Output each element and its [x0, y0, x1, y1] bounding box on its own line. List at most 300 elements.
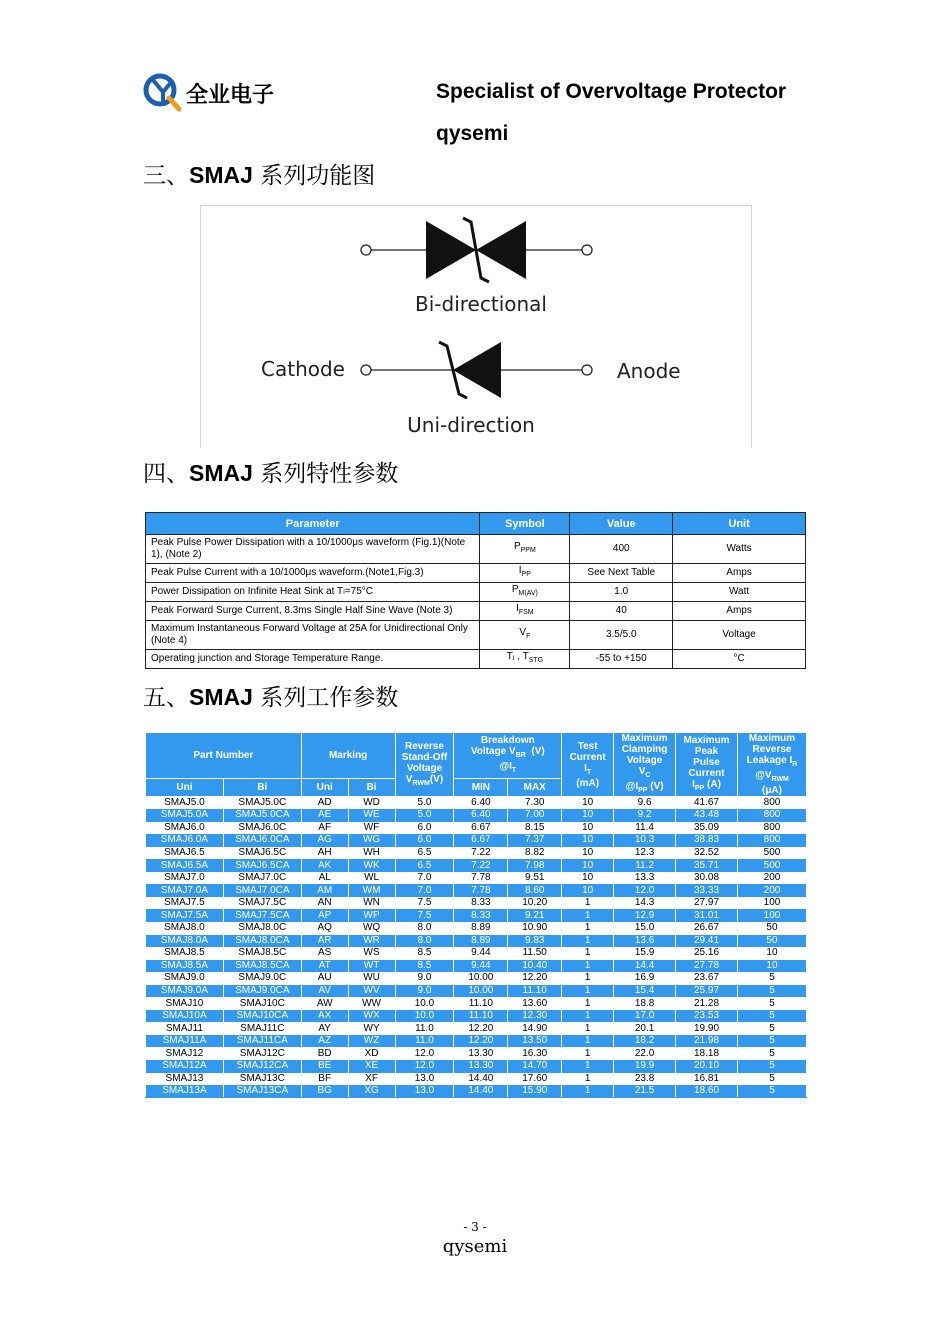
breakdown-min-cell: 14.40	[454, 1085, 508, 1098]
table-row	[146, 909, 807, 922]
section-title-function-diagram	[143, 157, 375, 190]
symbol-subscript: STG	[528, 657, 544, 664]
uni-part-cell: SMAJ8.0	[146, 922, 224, 935]
characteristics-table	[145, 512, 806, 669]
value-cell: 40	[570, 602, 673, 621]
uni-part-cell: SMAJ5.0A	[146, 809, 224, 822]
clamping-voltage-cell: 19.9	[614, 1060, 676, 1073]
reverse-leakage-header	[737, 733, 806, 797]
reverse-leakage-cell: 800	[737, 834, 806, 847]
clamping-voltage-cell: 18.8	[614, 997, 676, 1010]
section-number: 五、	[143, 685, 189, 711]
symbol-text: P	[513, 541, 521, 552]
bi-marking-cell: WR	[348, 935, 395, 948]
bi-marking-cell: WE	[348, 809, 395, 822]
bi-marking-cell: WG	[348, 834, 395, 847]
uni-part-cell: SMAJ10	[146, 997, 224, 1010]
bi-part-cell: SMAJ13C	[223, 1073, 301, 1086]
standoff-voltage-cell: 8.5	[395, 960, 454, 973]
uni-marking-cell: AP	[301, 909, 348, 922]
uni-marking-cell: AY	[301, 1022, 348, 1035]
uni-part-cell: SMAJ8.5	[146, 947, 224, 960]
unit-cell: Amps	[673, 602, 806, 621]
test-current-cell: 1	[562, 1010, 614, 1023]
table-header-row	[146, 513, 806, 535]
test-current-cell: 1	[562, 960, 614, 973]
table-row	[146, 650, 806, 669]
table-row	[146, 583, 806, 602]
uni-marking-cell: AM	[301, 884, 348, 897]
reverse-leakage-cell: 5	[737, 972, 806, 985]
clamping-voltage-cell: 12.0	[614, 884, 676, 897]
standoff-voltage-header	[395, 733, 454, 797]
header-line: Maximum	[621, 733, 668, 744]
header-sub: T	[511, 767, 517, 775]
bi-header: Bi	[223, 779, 301, 797]
min-header: MIN	[454, 779, 508, 797]
standoff-voltage-cell: 7.5	[395, 909, 454, 922]
test-current-cell: 1	[562, 1022, 614, 1035]
table-row	[146, 1022, 807, 1035]
header-line: Reverse	[752, 744, 792, 755]
peak-pulse-current-cell: 35.09	[676, 822, 738, 835]
test-current-cell: 1	[562, 1047, 614, 1060]
header-line: Reverse	[405, 740, 444, 752]
breakdown-min-cell: 14.40	[454, 1073, 508, 1086]
peak-pulse-current-cell: 41.67	[676, 797, 738, 810]
header-unit: (mA)	[576, 777, 600, 789]
breakdown-max-cell: 14.70	[508, 1060, 562, 1073]
table-row	[146, 834, 807, 847]
peak-pulse-current-cell: 23.53	[676, 1010, 738, 1023]
test-current-cell: 10	[562, 847, 614, 860]
bi-part-cell: SMAJ5.0CA	[223, 809, 301, 822]
part-number-header: Part Number	[146, 733, 302, 779]
peak-pulse-current-cell: 32.52	[676, 847, 738, 860]
table-row	[146, 535, 806, 564]
bi-marking-cell: WU	[348, 972, 395, 985]
symbol-text: V	[519, 627, 527, 638]
header-line: Pulse	[693, 757, 720, 768]
peak-pulse-current-cell: 30.08	[676, 872, 738, 885]
table-row	[146, 1010, 807, 1023]
bi-part-cell: SMAJ9.0C	[223, 972, 301, 985]
bi-marking-cell: XG	[348, 1085, 395, 1098]
header-line: V	[638, 766, 646, 777]
bi-part-cell: SMAJ8.5CA	[223, 960, 301, 973]
bi-part-cell: SMAJ8.0C	[223, 922, 301, 935]
uni-part-cell: SMAJ6.5A	[146, 859, 224, 872]
symbol-cell	[480, 602, 570, 621]
page-number: - 3 -	[463, 1220, 487, 1234]
breakdown-min-cell: 11.10	[454, 997, 508, 1010]
bi-marking-cell: WV	[348, 985, 395, 998]
unidirectional-tvs-symbol-icon	[361, 342, 592, 398]
column-header: Value	[570, 513, 673, 535]
standoff-voltage-cell: 10.0	[395, 1010, 454, 1023]
uni-marking-cell: AG	[301, 834, 348, 847]
bi-marking-cell: XD	[348, 1047, 395, 1060]
value-cell: 1.0	[570, 583, 673, 602]
bi-part-cell: SMAJ6.5CA	[223, 859, 301, 872]
parameter-cell: Operating junction and Storage Temperature Range.	[146, 650, 480, 669]
table-row	[146, 602, 806, 621]
breakdown-max-cell: 10.20	[508, 897, 562, 910]
bidirectional-label: Bi-directional	[415, 292, 547, 316]
uni-part-cell: SMAJ7.0	[146, 872, 224, 885]
standoff-voltage-cell: 5.0	[395, 797, 454, 810]
peak-pulse-current-cell: 25.97	[676, 985, 738, 998]
reverse-leakage-cell: 10	[737, 960, 806, 973]
symbol-cell	[480, 583, 570, 602]
test-current-cell: 10	[562, 797, 614, 810]
peak-pulse-current-cell: 38.83	[676, 834, 738, 847]
reverse-leakage-cell: 5	[737, 1047, 806, 1060]
header-unit: (μA)	[761, 785, 782, 796]
breakdown-min-cell: 7.22	[454, 859, 508, 872]
header-line: @V	[755, 770, 772, 781]
standoff-voltage-cell: 7.0	[395, 872, 454, 885]
clamping-voltage-cell: 23.8	[614, 1073, 676, 1086]
uni-part-cell: SMAJ12A	[146, 1060, 224, 1073]
section-label: 系列功能图	[252, 163, 376, 189]
clamping-voltage-cell: 12.9	[614, 909, 676, 922]
bi-part-cell: SMAJ11C	[223, 1022, 301, 1035]
section-series: SMAJ	[189, 684, 253, 710]
uni-marking-cell: AW	[301, 997, 348, 1010]
breakdown-min-cell: 7.78	[454, 884, 508, 897]
header-line: I	[692, 779, 695, 790]
parameter-cell: Peak Forward Surge Current, 8.3ms Single Half Sine Wave (Note 3)	[146, 602, 480, 621]
clamping-voltage-cell: 18.2	[614, 1035, 676, 1048]
table-row	[146, 847, 807, 860]
unidirectional-label: Uni-direction	[407, 413, 535, 437]
section-label: 系列工作参数	[252, 685, 399, 711]
reverse-leakage-cell: 800	[737, 809, 806, 822]
uni-part-cell: SMAJ9.0	[146, 972, 224, 985]
table-row	[146, 1035, 807, 1048]
clamping-voltage-header	[614, 733, 676, 797]
symbol-subscript: FSM	[518, 609, 534, 616]
standoff-voltage-cell: 6.5	[395, 859, 454, 872]
reverse-leakage-cell: 5	[737, 1035, 806, 1048]
peak-pulse-current-cell: 35.71	[676, 859, 738, 872]
clamping-voltage-cell: 22.0	[614, 1047, 676, 1060]
standoff-voltage-cell: 13.0	[395, 1085, 454, 1098]
test-current-cell: 10	[562, 809, 614, 822]
symbol-subscript: F	[526, 633, 531, 640]
header-sub: BR	[515, 752, 526, 760]
standoff-voltage-cell: 11.0	[395, 1035, 454, 1048]
breakdown-max-cell: 13.50	[508, 1035, 562, 1048]
header-sub: RWM	[412, 779, 430, 787]
standoff-voltage-cell: 12.0	[395, 1047, 454, 1060]
breakdown-max-cell: 11.10	[508, 985, 562, 998]
breakdown-min-cell: 13.30	[454, 1060, 508, 1073]
unit-cell: °C	[673, 650, 806, 669]
table-row	[146, 809, 807, 822]
bi-part-cell: SMAJ8.0CA	[223, 935, 301, 948]
standoff-voltage-cell: 7.5	[395, 897, 454, 910]
bi-marking-cell: WW	[348, 997, 395, 1010]
marking-header: Marking	[301, 733, 395, 779]
standoff-voltage-cell: 5.0	[395, 809, 454, 822]
test-current-cell: 10	[562, 834, 614, 847]
clamping-voltage-cell: 17.0	[614, 1010, 676, 1023]
bi-part-cell: SMAJ8.5C	[223, 947, 301, 960]
reverse-leakage-cell: 5	[737, 1010, 806, 1023]
header-line: Clamping	[621, 744, 668, 755]
bi-marking-cell: WP	[348, 909, 395, 922]
breakdown-max-cell: 14.90	[508, 1022, 562, 1035]
test-current-cell: 1	[562, 947, 614, 960]
footer-brand: qysemi	[442, 1236, 508, 1257]
test-current-cell: 1	[562, 909, 614, 922]
peak-pulse-current-cell: 43.48	[676, 809, 738, 822]
bi-marking-cell: WS	[348, 947, 395, 960]
peak-pulse-current-cell: 21.28	[676, 997, 738, 1010]
test-current-cell: 1	[562, 1060, 614, 1073]
standoff-voltage-cell: 6.0	[395, 834, 454, 847]
breakdown-min-cell: 12.20	[454, 1035, 508, 1048]
clamping-voltage-cell: 11.4	[614, 822, 676, 835]
standoff-voltage-cell: 10.0	[395, 997, 454, 1010]
standoff-voltage-cell: 8.0	[395, 922, 454, 935]
header-sub: R	[792, 761, 798, 768]
table-row	[146, 935, 807, 948]
uni-marking-cell: AT	[301, 960, 348, 973]
uni-marking-cell: AE	[301, 809, 348, 822]
uni-part-cell: SMAJ13A	[146, 1085, 224, 1098]
uni-marking-cell: AR	[301, 935, 348, 948]
standoff-voltage-cell: 13.0	[395, 1073, 454, 1086]
bi-part-cell: SMAJ11CA	[223, 1035, 301, 1048]
standoff-voltage-cell: 8.0	[395, 935, 454, 948]
uni-part-cell: SMAJ6.0A	[146, 834, 224, 847]
uni-marking-cell: BD	[301, 1047, 348, 1060]
symbol-subscript: PP	[521, 571, 531, 578]
breakdown-max-cell: 17.60	[508, 1073, 562, 1086]
bi-part-cell: SMAJ6.5C	[223, 847, 301, 860]
reverse-leakage-cell: 800	[737, 797, 806, 810]
reverse-leakage-cell: 5	[737, 985, 806, 998]
clamping-voltage-cell: 20.1	[614, 1022, 676, 1035]
uni-marking-cell: AL	[301, 872, 348, 885]
uni-part-cell: SMAJ7.0A	[146, 884, 224, 897]
breakdown-min-cell: 12.20	[454, 1022, 508, 1035]
uni-part-cell: SMAJ13	[146, 1073, 224, 1086]
uni-part-cell: SMAJ9.0A	[146, 985, 224, 998]
max-header: MAX	[508, 779, 562, 797]
header-line: Voltage	[406, 762, 443, 774]
breakdown-min-cell: 10.00	[454, 972, 508, 985]
table-row	[146, 1073, 807, 1086]
table-row	[146, 621, 806, 650]
reverse-leakage-cell: 100	[737, 897, 806, 910]
clamping-voltage-cell: 15.0	[614, 922, 676, 935]
header-unit: (V)	[531, 746, 545, 758]
table-row	[146, 922, 807, 935]
breakdown-voltage-header	[454, 733, 562, 779]
header-line: Maximum	[683, 735, 730, 746]
bi-part-cell: SMAJ6.0C	[223, 822, 301, 835]
breakdown-max-cell: 8.60	[508, 884, 562, 897]
uni-marking-cell: AV	[301, 985, 348, 998]
test-current-cell: 1	[562, 997, 614, 1010]
value-cell: -55 to +150	[570, 650, 673, 669]
bi-marking-cell: WN	[348, 897, 395, 910]
uni-part-cell: SMAJ12	[146, 1047, 224, 1060]
breakdown-max-cell: 7.37	[508, 834, 562, 847]
header-line: @I	[625, 781, 639, 792]
peak-pulse-current-header	[676, 733, 738, 797]
table-row	[146, 960, 807, 973]
table-row	[146, 1085, 807, 1098]
uni-part-cell: SMAJ10A	[146, 1010, 224, 1023]
bi-part-cell: SMAJ7.0C	[223, 872, 301, 885]
bi-marking-header: Bi	[348, 779, 395, 797]
reverse-leakage-cell: 50	[737, 935, 806, 948]
uni-marking-cell: AQ	[301, 922, 348, 935]
uni-marking-header: Uni	[301, 779, 348, 797]
standoff-voltage-cell: 12.0	[395, 1060, 454, 1073]
uni-marking-cell: AS	[301, 947, 348, 960]
bi-marking-cell: WT	[348, 960, 395, 973]
bi-marking-cell: WM	[348, 884, 395, 897]
unit-cell: Amps	[673, 564, 806, 583]
header-line: Current	[688, 768, 725, 779]
standoff-voltage-cell: 7.0	[395, 884, 454, 897]
bi-part-cell: SMAJ7.5CA	[223, 909, 301, 922]
parameter-cell: Maximum Instantaneous Forward Voltage at 25A for Unidirectional Only (Note 4)	[146, 621, 480, 650]
header-line: Peak	[694, 746, 719, 757]
bi-marking-cell: XE	[348, 1060, 395, 1073]
bi-part-cell: SMAJ5.0C	[223, 797, 301, 810]
reverse-leakage-cell: 50	[737, 922, 806, 935]
uni-part-cell: SMAJ8.0A	[146, 935, 224, 948]
value-cell: 3.5/5.0	[570, 621, 673, 650]
symbol-cell	[480, 621, 570, 650]
standoff-voltage-cell: 8.5	[395, 947, 454, 960]
bi-marking-cell: WD	[348, 797, 395, 810]
breakdown-max-cell: 10.90	[508, 922, 562, 935]
header-line: Stand-Off	[401, 751, 448, 763]
clamping-voltage-cell: 16.9	[614, 972, 676, 985]
unit-cell: Watt	[673, 583, 806, 602]
breakdown-min-cell: 10.00	[454, 985, 508, 998]
clamping-voltage-cell: 14.4	[614, 960, 676, 973]
breakdown-min-cell: 6.40	[454, 797, 508, 810]
test-current-cell: 1	[562, 1085, 614, 1098]
reverse-leakage-cell: 100	[737, 909, 806, 922]
bi-part-cell: SMAJ7.5C	[223, 897, 301, 910]
section-number: 四、	[143, 461, 189, 487]
test-current-cell: 10	[562, 822, 614, 835]
section-series: SMAJ	[189, 460, 253, 486]
section-title-characteristics	[143, 455, 398, 488]
uni-part-cell: SMAJ5.0	[146, 797, 224, 810]
section-series: SMAJ	[189, 162, 253, 188]
reverse-leakage-cell: 5	[737, 1085, 806, 1098]
uni-marking-cell: AU	[301, 972, 348, 985]
breakdown-max-cell: 15.90	[508, 1085, 562, 1098]
test-current-cell: 10	[562, 859, 614, 872]
clamping-voltage-cell: 9.6	[614, 797, 676, 810]
uni-marking-cell: AK	[301, 859, 348, 872]
header-sub: PP	[638, 787, 648, 794]
company-brand: qysemi	[436, 122, 509, 145]
reverse-leakage-cell: 5	[737, 1060, 806, 1073]
bi-part-cell: SMAJ12CA	[223, 1060, 301, 1073]
reverse-leakage-cell: 200	[737, 884, 806, 897]
breakdown-min-cell: 8.33	[454, 909, 508, 922]
section-title-working	[143, 679, 398, 712]
bi-part-cell: SMAJ7.0CA	[223, 884, 301, 897]
symbol-text: P	[511, 584, 519, 595]
breakdown-min-cell: 13.30	[454, 1047, 508, 1060]
header-line: @I	[499, 761, 512, 773]
header-line: V	[405, 773, 413, 785]
header-line: Voltage	[626, 755, 663, 766]
bi-marking-cell: WY	[348, 1022, 395, 1035]
breakdown-max-cell: 7.00	[508, 809, 562, 822]
uni-marking-cell: AX	[301, 1010, 348, 1023]
working-parameters-table	[145, 732, 807, 1098]
bi-marking-cell: WK	[348, 859, 395, 872]
bi-part-cell: SMAJ12C	[223, 1047, 301, 1060]
test-current-cell: 1	[562, 897, 614, 910]
peak-pulse-current-cell: 27.78	[676, 960, 738, 973]
reverse-leakage-cell: 5	[737, 997, 806, 1010]
peak-pulse-current-cell: 18.60	[676, 1085, 738, 1098]
function-diagram	[200, 205, 752, 448]
uni-header: Uni	[146, 779, 224, 797]
peak-pulse-current-cell: 29.41	[676, 935, 738, 948]
breakdown-max-cell: 12.20	[508, 972, 562, 985]
breakdown-min-cell: 7.22	[454, 847, 508, 860]
uni-marking-cell: AZ	[301, 1035, 348, 1048]
anode-label: Anode	[617, 359, 681, 383]
header-line: Test	[577, 740, 598, 752]
test-current-header	[562, 733, 614, 797]
breakdown-max-cell: 12.30	[508, 1010, 562, 1023]
symbol-subscript: PPM	[520, 547, 536, 554]
reverse-leakage-cell: 5	[737, 1073, 806, 1086]
uni-marking-cell: BE	[301, 1060, 348, 1073]
reverse-leakage-cell: 800	[737, 822, 806, 835]
test-current-cell: 1	[562, 972, 614, 985]
uni-marking-cell: BF	[301, 1073, 348, 1086]
clamping-voltage-cell: 14.3	[614, 897, 676, 910]
clamping-voltage-cell: 21.5	[614, 1085, 676, 1098]
breakdown-min-cell: 8.89	[454, 935, 508, 948]
peak-pulse-current-cell: 23.67	[676, 972, 738, 985]
clamping-voltage-cell: 12.3	[614, 847, 676, 860]
peak-pulse-current-cell: 19.90	[676, 1022, 738, 1035]
reverse-leakage-cell: 5	[737, 1022, 806, 1035]
company-slogan: Specialist of Overvoltage Protector	[436, 80, 787, 103]
breakdown-min-cell: 8.89	[454, 922, 508, 935]
bi-part-cell: SMAJ9.0CA	[223, 985, 301, 998]
parameter-cell: Peak Pulse Current with a 10/1000μs waveform.(Note1,Fig.3)	[146, 564, 480, 583]
uni-part-cell: SMAJ8.5A	[146, 960, 224, 973]
reverse-leakage-cell: 500	[737, 859, 806, 872]
company-logo-icon	[143, 68, 187, 112]
clamping-voltage-cell: 10.3	[614, 834, 676, 847]
table-header-row	[146, 733, 807, 779]
uni-part-cell: SMAJ6.5	[146, 847, 224, 860]
unit-cell: Watts	[673, 535, 806, 564]
